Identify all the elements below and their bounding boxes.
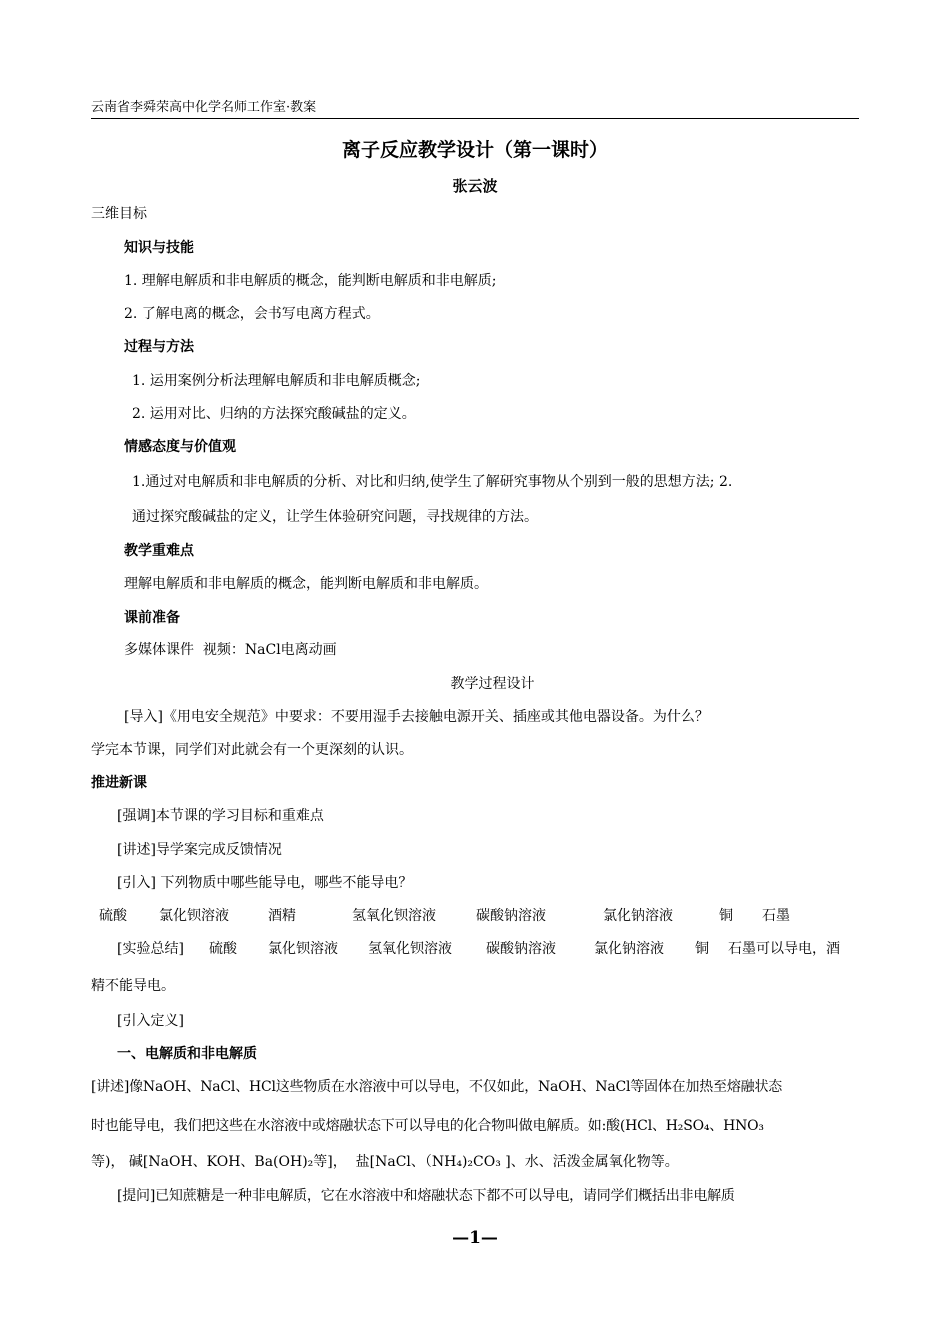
- experiment-item: 碳酸钠溶液: [486, 941, 556, 957]
- experiment-item: 氯化钠溶液: [594, 941, 664, 957]
- intro-text: 学完本节课，同学们对此就会有一个更深刻的认识。: [91, 742, 413, 758]
- process-design-heading: 教学过程设计: [450, 676, 535, 692]
- new-lesson-heading: 推进新课: [91, 775, 147, 791]
- section-heading: 一、电解质和非电解质: [117, 1046, 257, 1062]
- process-heading: 过程与方法: [124, 339, 194, 355]
- question-text: [引入] 下列物质中哪些能导电，哪些不能导电？: [117, 875, 413, 891]
- attitude-heading: 情感态度与价值观: [124, 439, 236, 455]
- experiment-prefix: [实验总结]: [117, 941, 184, 957]
- doc-title: 离子反应教学设计（第一课时）: [341, 139, 608, 161]
- preparation-heading: 课前准备: [124, 610, 180, 626]
- header-rule: [91, 118, 859, 119]
- substance-item: 石墨: [762, 908, 790, 924]
- experiment-item: 硫酸: [209, 941, 237, 957]
- lecture-text: [讲述]导学案完成反馈情况: [117, 842, 282, 858]
- experiment-item: 氯化钡溶液: [268, 941, 338, 957]
- page-header: 云南省李舜荣高中化学名师工作室·教案: [91, 100, 317, 115]
- attitude-text: 通过探究酸碱盐的定义，让学生体验研究问题，寻找规律的方法。: [132, 509, 538, 525]
- lecture-text: [讲述]像NaOH、NaCl、HCl这些物质在水溶液中可以导电，不仅如此，NaOH、NaCl等固体在加热至熔融状态: [91, 1079, 783, 1095]
- preparation-text: 多媒体课件 视频：NaCl电离动画: [124, 642, 337, 658]
- substance-item: 碳酸钠溶液: [476, 908, 546, 924]
- emphasis-text: [强调]本节课的学习目标和重难点: [117, 808, 324, 824]
- substance-item: 硫酸: [99, 908, 127, 924]
- goals-heading: 三维目标: [91, 206, 147, 222]
- intro-text: [导入]《用电安全规范》中要求：不要用湿手去接触电源开关、插座或其他电器设备。为什么？: [124, 709, 709, 725]
- experiment-text: 精不能导电。: [91, 978, 175, 994]
- experiment-item: 氢氧化钡溶液: [368, 941, 452, 957]
- key-points-text: 理解电解质和非电解质的概念，能判断电解质和非电解质。: [124, 576, 488, 592]
- doc-author: 张云波: [452, 177, 498, 195]
- process-item: 2. 运用对比、归纳的方法探究酸碱盐的定义。: [132, 406, 416, 422]
- substance-item: 氢氧化钡溶液: [352, 908, 436, 924]
- knowledge-heading: 知识与技能: [124, 240, 194, 256]
- experiment-tail: 石墨可以导电，酒: [728, 941, 840, 957]
- lecture-text: 等)， 碱[NaOH、KOH、Ba(OH)₂等]， 盐[NaCl、（NH₄)₂CO₃ ]、水、活泼金属氧化物等。: [91, 1154, 679, 1170]
- substance-item: 酒精: [268, 908, 296, 924]
- process-item: 1. 运用案例分析法理解电解质和非电解质概念;: [132, 373, 421, 389]
- page-number: —1—: [452, 1228, 498, 1248]
- substance-item: 铜: [719, 908, 733, 924]
- ask-text: [提问]已知蔗糖是一种非电解质，它在水溶液中和熔融状态下都不可以导电，请同学们概括出非电解质: [117, 1188, 735, 1204]
- lecture-text: 时也能导电，我们把这些在水溶液中或熔融状态下可以导电的化合物叫做电解质。如:酸(HCl、H₂SO₄、HNO₃: [91, 1118, 764, 1134]
- define-text: [引入定义]: [117, 1013, 184, 1029]
- substance-item: 氯化钠溶液: [603, 908, 673, 924]
- key-points-heading: 教学重难点: [124, 543, 194, 559]
- experiment-item: 铜: [695, 941, 709, 957]
- substance-item: 氯化钡溶液: [159, 908, 229, 924]
- knowledge-item: 2. 了解电离的概念，会书写电离方程式。: [124, 306, 380, 322]
- attitude-text: 1.通过对电解质和非电解质的分析、对比和归纳,使学生了解研究事物从个别到一般的思想方法; 2.: [132, 474, 733, 490]
- knowledge-item: 1. 理解电解质和非电解质的概念，能判断电解质和非电解质;: [124, 273, 497, 289]
